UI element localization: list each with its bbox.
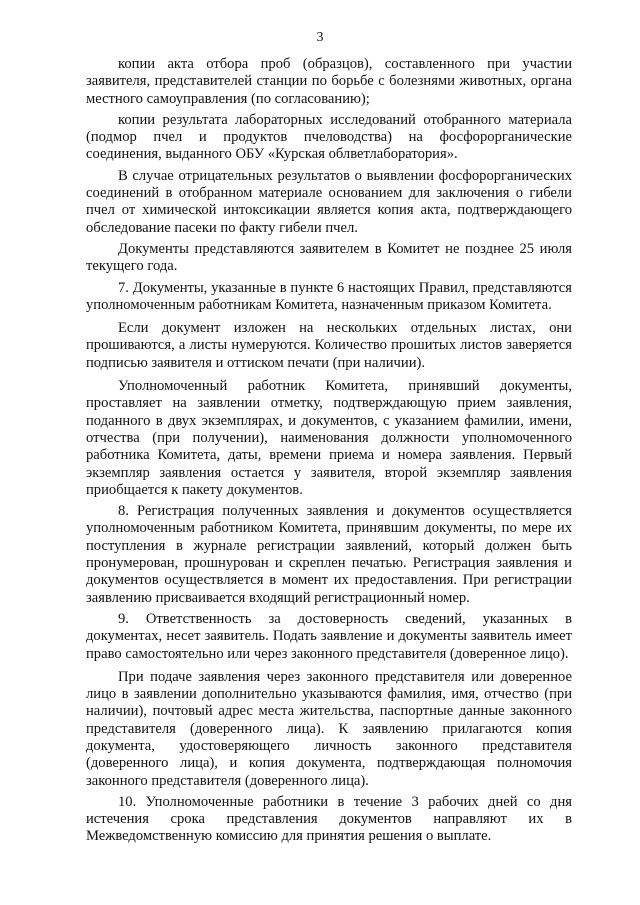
paragraph-multi-sheet-documents: Если документ изложен на нескольких отдельных листах, они прошиваются, а листы нумеруются. Количество прошитых листов заверяется подписью заявителя и оттиском печати (при наличии). [86,320,572,371]
paragraph-clause-9: 9. Ответственность за достоверность сведений, указанных в документах, несет заявитель. Подать заявление и документы заявитель имеет право самостоятельно или через законного представителя (доверенное лицо). [86,610,572,662]
paragraph-clause-10: 10. Уполномоченные работники в течение 3 рабочих дней со дня истечения срока представления документов направляют их в Межведомственную комиссию для принятия решения о выплате. [86,793,572,845]
paragraph-receipt-mark: Уполномоченный работник Комитета, принявший документы, проставляет на заявлении отметку, подтверждающую прием заявления, поданного в двух экземплярах, и документов, с указанием фамилии, имени, отчества (при получении), наименования должности уполномоченного работника Комитета, даты, времени приема и номера заявления. Первый экземпляр заявления остается у заявителя, второй экземпляр заявления приобщается к пакету документов. [86,378,572,498]
paragraph-negative-results: В случае отрицательных результатов о выявлении фосфорорганических соединений в отобранном материале основанием для заключения о гибели пчел от химической интоксикации является копия акта, подтверждающего обследование пасеки по факту гибели пчел. [86,167,572,236]
paragraph-clause-8: 8. Регистрация полученных заявления и документов осуществляется уполномоченным работником Комитета, принявшим документы, по мере их поступления в журнале регистрации заявлений, который должен быть пронумерован, прошнурован и скреплен печатью. Регистрация заявления и документов осуществляется в момент их предоставления. При регистрации заявлению присваивается входящий регистрационный номер. [86,503,572,606]
paragraph-representative: При подаче заявления через законного представителя или доверенное лицо в заявлении дополнительно указываются фамилия, имя, отчество (при наличии), почтовый адрес места жительства, паспортные данные законного представителя (доверенного лица). К заявлению прилагаются копия документа, удостоверяющего личность законного представителя (доверенного лица), и копия документа, подтверждающая полномочия законного представителя (доверенного лица). [86,668,572,789]
document-body [86,56,572,850]
paragraph-clause-7: 7. Документы, указанные в пункте 6 настоящих Правил, представляются уполномоченным работникам Комитета, назначенным приказом Комитета. [86,279,572,313]
page-number: 3 [316,30,324,45]
paragraph-lab-results-copy: копии результата лабораторных исследований отобранного материала (подмор пчел и продуктов пчеловодства) на фосфорорганические соединения, выданного ОБУ «Курская облветлаборатория». [86,111,572,163]
paragraph-sampling-act-copy: копии акта отбора проб (образцов), составленного при участии заявителя, представителей станции по борьбе с болезнями животных, органа местного самоуправления (по согласованию); [86,56,572,107]
paragraph-submission-deadline: Документы представляются заявителем в Комитет не позднее 25 июля текущего года. [86,240,572,275]
